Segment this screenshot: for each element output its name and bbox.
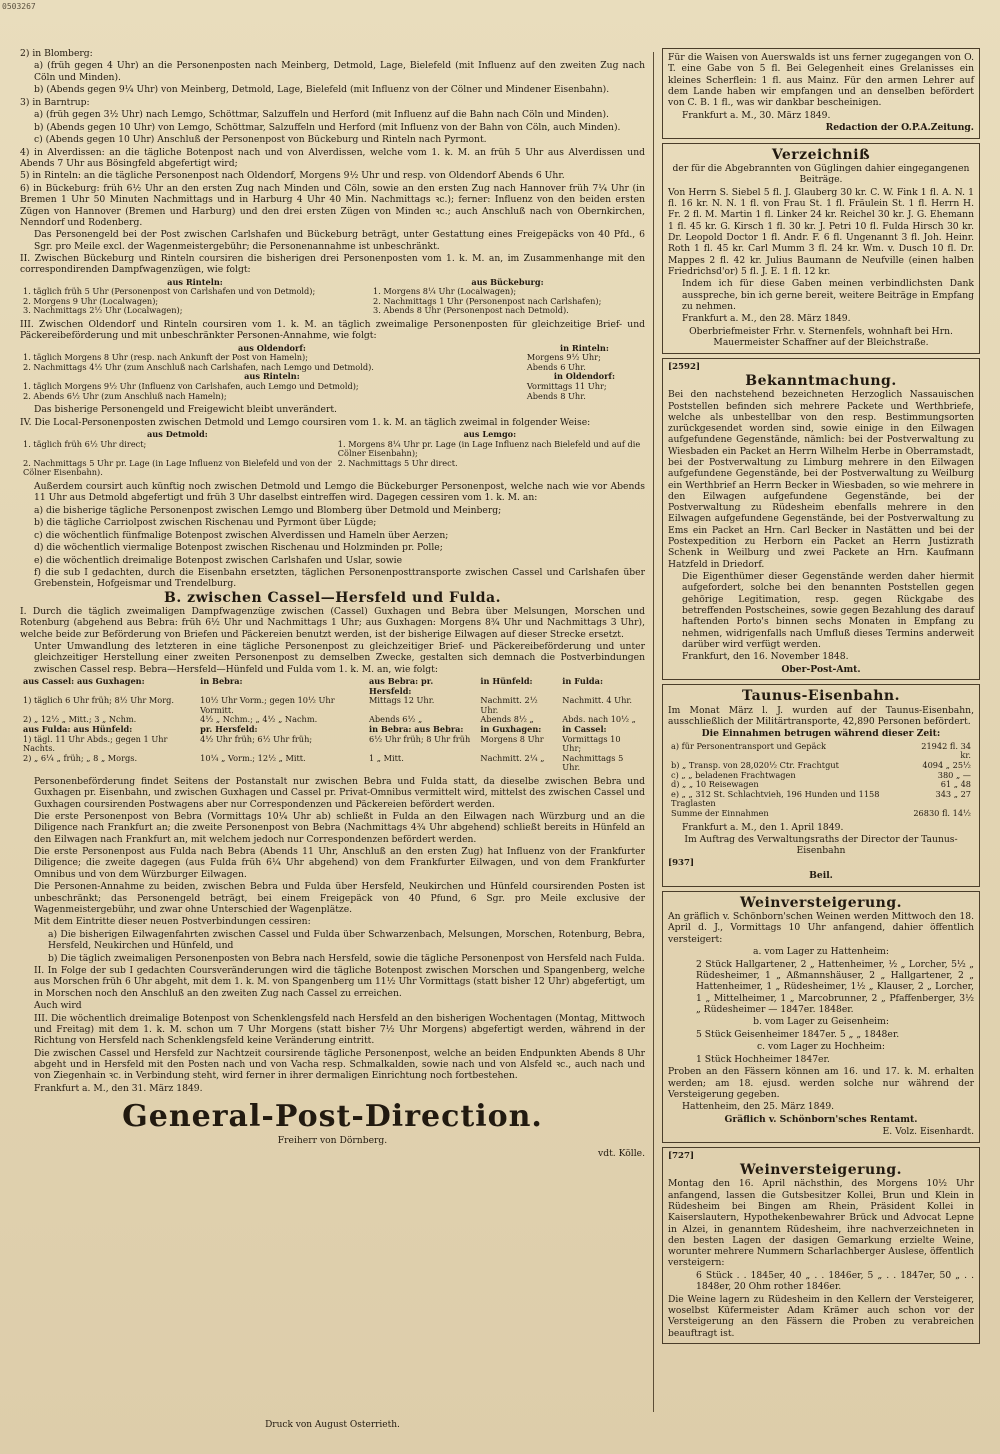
table-cell: 2. Nachmittags 4½ Uhr (zum Anschluß nach Carlshafen, nach Lemgo und Detmold). [23,361,374,372]
table-header: aus Cassel: aus Guxhagen: [23,676,145,687]
table-cell: 1 „ Mitt. [368,752,404,763]
notice-date: Frankfurt a. M., 30. März 1849. [682,109,831,121]
table-header: in Bebra: [200,676,243,687]
cessation-e: e) die wöchentlich dreimalige Botenpost zwischen Carlshafen und Uslar, sowie [34,554,403,566]
notice-signature: E. Volz. Eisenhardt. [882,1126,974,1138]
table-cell: 4½ Uhr früh; 6½ Uhr früh; [200,733,313,744]
table-cell: 1) tägl. 11 Uhr Abds.; gegen 1 Uhr Nachts. [23,733,168,754]
table-cell: Nachmitt. 4 Uhr. [562,695,632,706]
section-B-heading: B. zwischen Cassel—Hersfeld und Fulda. [164,589,501,606]
signature-general-post-direction: General-Post-Direction. [122,1099,543,1135]
notice-text: Die Eigenthümer dieser Gegenstände werden daher hiermit aufgefordert, solche bei den benannten Poststellen gegen gehörige Legitimation, resp. gegen Rückgabe des betreffenden Postscheines, sowie gegen Bezahlung des darauf haftenden Porto's binnen sechs Monaten in Empfang zu nehmen, widrigenfalls nach Umfluß dieses Termins anderweit darüber wird verfügt werden. [682,571,974,650]
personen-annahme-paragraph: Die Personen-Annahme zu beiden, zwischen Bebra und Fulda über Hersfeld, Neukirchen und Hünfeld coursirenden Posten ist unbeschränkt; das Personengeld beträgt, bei einem Freigepäck von 40 Pfund, 6 Sgr. pro Meile exclusive der Wagenmeistergebühr, und zwar ohne Unterschied der Wagenplätze. [34,881,645,915]
section-B-III: III. Die wöchentlich dreimalige Botenpost von Schenklengsfeld nach Hersfeld an den bisherigen Wochentagen (Montag, Mittwoch und Freitag) mit dem 1. k. M. schon um 7 Uhr Morgens (statt bisher 7½ Uhr Morgens) abgefertigt werden, während in der Richtung von Hersfeld nach Schenklengsfeld keine Veränderung eintritt. [34,1012,645,1047]
bebra-fulda-paragraph: Personenbeförderung findet Seitens der Postanstalt nur zwischen Bebra und Fulda statt, da dieselbe zwischen Bebra und Guxhagen pr. Eisenbahn, und zwischen Guxhagen und Cassel pr. Privat-Omnibus vermittelt wird, mittelst des zwischen Cassel und Guxhagen coursirenden Postwagens aber nur Correspondenzen und Päckereien befördert werden. [34,775,645,810]
table-cell: 2. Nachmittags 5 Uhr direct. [337,457,458,468]
table-cell: 61 „ 48 [940,779,971,790]
notice-signature: Redaction der O.P.A.Zeitung. [825,122,974,134]
table-header: aus Rinteln: [167,276,223,287]
table-cell: 1) täglich 6 Uhr früh; 8½ Uhr Morg. [23,695,174,706]
item-5-rinteln: 5) in Rinteln: an die tägliche Personenpost nach Oldendorf, Morgens 9½ Uhr und resp. von Oldendorf Abends 6 Uhr. [20,170,565,182]
section-III: III. Zwischen Oldendorf und Rinteln coursiren vom 1. k. M. an täglich zweimalige Personenposten für gleichzeitige Brief- und Päckereibeförderung und mit unbeschränkter Personen-Annahme, wie folgt: [20,319,645,342]
scan-identifier: 0503267 [2,2,36,11]
table-cell: 1. Morgens 8¼ Uhr (Localwagen); [372,286,517,297]
dateline: Frankfurt a. M., den 31. März 1849. [34,1082,203,1094]
table-header: in Bebra: aus Bebra: [368,724,464,735]
table-cell: 3. Nachmittags 2½ Uhr (Localwagen); [23,305,183,316]
notice-subheading: a. vom Lager zu Hattenheim: [753,946,889,958]
notice-text: Für die Waisen von Auerswalds ist uns ferner zugegangen von O. T. eine Gabe von 5 fl. Bei Gelegenheit eines Grelanisses ein kleines Scherflein: 1 fl. aus Mainz. Für den armen Lehrer auf dem Lande haben wir empfangen und an denselben befördert von C. B. 1 fl., was wir dankbar bescheinigen. [668,52,974,109]
table-cell: Mittags 12 Uhr. [368,695,435,706]
item-6-bueckeburg: 6) in Bückeburg: früh 6½ Uhr an den ersten Zug nach Minden und Cöln, sowie an den ersten Zug nach Hannover früh 7¼ Uhr (in Bremen 1 Uhr 50 Minuten Nachmittags und in Harburg 4 Uhr 40 Min. Nachmittags ꝛc.); ferner: Influenz von den beiden ersten Zügen von Hannover (Bremen und Harburg) und den drei ersten Zügen von Minden ꝛc.; auch Anschluß nach von Obernkirchen, Nenndorf und Rodenberg. [20,182,645,228]
cessation-a: a) die bisherige tägliche Personenpost zwischen Lemgo und Blomberg über Detmold und Meinberg; [34,504,502,516]
notice-subheading: Die Einnahmen betrugen während dieser Zeit: [701,728,941,740]
item-3-barntrup: 3) in Barntrup: [20,96,90,108]
auerswald-notice [662,48,980,139]
table-cell: d) „ „ 10 Reisewagen [671,779,759,790]
table-header: aus Detmold: [146,429,208,440]
notice-heading: Verzeichniß [771,146,871,163]
left-column [20,48,645,1160]
notice-number: [937] [668,857,695,868]
table-header: in Hünfeld: [480,676,533,687]
table-header: in Rinteln: [560,342,609,353]
notice-date: Frankfurt a. M., den 28. März 1849. [682,313,851,325]
table-cell: Nachmitt. 2¼ „ [480,752,545,763]
table-header: aus Oldendorf: [237,342,306,353]
table-header: in Guxhagen: [480,724,542,735]
table-cell: Abends 6½ „ [368,714,423,725]
section-B-II: II. In Folge der sub I gedachten Coursveränderungen wird die tägliche Botenpost zwischen Morschen und Spangenberg, welche aus Morschen früh 6 Uhr abgeht, mit dem 1. k. M. von Spangenberg um 11½ Uhr Vormittags (statt bisher 12 Uhr) abgefertigt, um in Morschen noch den Anschluß an den zweiten Zug nach Cassel zu erreichen. [34,965,645,999]
notice-text: Die Weine lagern zu Rüdesheim in den Kellern der Versteigerer, woselbst Küfermeister Adam Krämer auch schon vor der Versteigerung an den Fässern die Proben zu verabreichen beauftragt ist. [668,1293,974,1339]
table-cell: c) „ „ beladenen Frachtwagen [671,769,796,780]
weinversteigerung-notice-2 [662,1147,980,1344]
table-cell: Summe der Einnahmen [671,807,769,818]
table-cell: 1. täglich Morgens 9½ Uhr (Influenz von Carlshafen, auch Lemgo und Detmold); [23,381,359,392]
table-cell: Morgens 9½ Uhr; [526,352,601,363]
table-cell: 2. Nachmittags 5 Uhr pr. Lage (in Lage Influenz von Bielefeld und von der Cölner Eisenbahn). [23,457,332,478]
table-cell: Nachmitt. 2½ Uhr. [480,695,538,715]
table-cell: 2. Abends 6½ Uhr (zum Anschluß nach Hameln); [23,390,227,401]
notice-signature: Im Auftrag des Verwaltungsraths der Director der Taunus-Eisenbahn [684,834,958,857]
table-cell: e) „ „ 312 St. Schlachtvieh, 196 Hunden und 1158 Traglasten [671,788,880,809]
table-cell: b) „ Transp. von 28,020½ Ctr. Frachtgut [671,759,839,770]
table-header: aus Rinteln: [244,371,300,382]
notice-text: Indem ich für diese Gaben meinen verbindlichsten Dank ausspreche, bin ich gerne bereit, weitere Beiträge in Empfang zu nehmen. [682,278,974,312]
cessation-f: f) die sub I gedachten, durch die Eisenbahn ersetzten, täglichen Personenposttransporte zwischen Cassel und Carlshafen über Grebenstein, Hofgeismar und Trendelburg. [34,567,645,590]
notice-text: Bei den nachstehend bezeichneten Herzoglich Nassauischen Poststellen befinden sich mehrere Packete und Werthbriefe, welche als unbestellbar von den resp. Bestimmungsorten zurückgesendet worden sind, sowie einige in den Eilwagen aufgefundene Gegenstände, nämlich: bei der Postverwaltung zu Wiesbaden ein Packet an Herrn Wilhelm Herbe in Oberramstadt, bei der Postverwaltung zu Limburg mehrere in den Eilwagen aufgefundene Gegenstände, bei der Postverwaltung zu Weilburg ein Werthbrief an Herrn Becker in Wiesbaden, so wie mehrere in den Eilwagen aufgefundene Gegenstände, bei der Postverwaltung zu Rüdesheim ebenfalls mehrere in den Eilwagen aufgefundene Gegenstände, bei der Postverwaltung zu Ems ein Packet an Hrn. Carl Becker in Nastätten und bei der Postexpedition zu Herborn ein Packet an Herrn Justizrath Schenk in Weilburg und zwei Packete an Hrn. Kaufmann Hatzfeld in Driedorf. [668,389,974,570]
table-cell: 3. Abends 8 Uhr (Personenpost nach Detmold). [372,305,569,316]
table-cell: 1. täglich früh 6½ Uhr direct; [23,438,147,449]
table-cell: 2) „ 12½ „ Mitt.; 3 „ Nchm. [23,714,137,725]
notice-text: Proben an den Fässern können am 16. und 17. k. M. erhalten werden; am 18. ejusd. werden solche nur während der Versteigerung gegeben. [668,1066,974,1100]
notice-date: Frankfurt a. M., den 1. April 1849. [682,821,844,833]
notice-subheading: b. vom Lager zu Geisenheim: [753,1016,889,1028]
notice-date: Hattenheim, den 25. März 1849. [682,1101,835,1113]
cessation-intro: Mit dem Eintritte dieser neuen Postverbindungen cessiren: [34,916,311,928]
table-cell: Abends 8½ „ [480,714,534,725]
table-cell: Abends 8 Uhr. [526,390,586,401]
notice-number: [2592] [668,361,701,372]
item-4-alverdissen: 4) in Alverdissen: an die tägliche Botenpost nach und von Alverdissen, welche vom 1. k. M. an früh 5 Uhr aus Alverdissen und Abends 7 Uhr aus Bösingfeld abgefertigt wird; [20,146,645,169]
table-cell: 4094 „ 25½ [922,759,971,770]
table-cell: a) für Personentransport und Gepäck [671,740,826,751]
notice-number: [727] [668,1150,695,1161]
printer-imprint: Druck von August Osterrieth. [265,1420,400,1430]
table-cell: 1. Morgens 8¼ Uhr pr. Lage (in Lage Influenz nach Bielefeld und auf die Cölner Eisenbahn); [337,438,641,459]
cessation-item-b: b) Die täglich zweimaligen Personenposten von Bebra nach Hersfeld, sowie die tägliche Personenpost von Hersfeld nach Fulda. [48,952,645,964]
cassel-hersfeld-paragraph: Die zwischen Cassel und Hersfeld zur Nachtzeit coursirende tägliche Personenpost, welche an beiden Endpunkten Abends 8 Uhr abgeht und in Hersfeld mit den Posten nach und von Vacha resp. Schmalkalden, sowie nach und von Alsfeld ꝛc., auch nach und von Ziegenhain ꝛc. in Verbindung steht, wird ferner in ihrer dermaligen Einrichtung noch fortbestehen. [34,1047,645,1082]
table-cell: Vormittags 11 Uhr; [526,381,607,392]
item-2b: b) (Abends gegen 9¼ Uhr) von Meinberg, Detmold, Lage, Bielefeld (mit Influenz von der Cölner und Mindener Eisenbahn). [34,84,610,96]
column-divider [653,52,654,1412]
notice-signature: Beil. [809,870,833,882]
signature-name: Freiherr von Dörnberg. [277,1135,388,1147]
item-2a: a) (früh gegen 4 Uhr) an die Personenposten nach Meinberg, Detmold, Lage, Bielefeld (mit Influenz auf den zweiten Zug nach Cöln und Minden). [34,60,645,83]
notice-heading: Bekanntmachung. [745,372,897,389]
detmold-lemgo-table [20,430,645,478]
oldendorf-rinteln-table [20,344,645,402]
table-cell: 10¼ „ Vorm.; 12½ „ Mitt. [200,752,306,763]
table-header: in Cassel: [562,724,607,735]
notice-signature: Gräflich v. Schönborn'sches Rentamt. [724,1113,918,1125]
notice-text: An gräflich v. Schönborn'schen Weinen werden Mittwoch den 18. April d. J., Vormittags 10 Uhr anfangend, dahier öffentlich versteigert: [668,911,974,945]
notice-text: Von Herrn S. Siebel 5 fl. J. Glauberg 30 kr. C. W. Fink 1 fl. A. N. 1 fl. 16 kr. N. N. 1 fl. von Frau St. 1 fl. Fräulein St. 1 fl. Herrn H. Fr. 2 fl. M. Martin 1 fl. Linker 24 kr. Reichel 30 kr. J. G. Ehemann 1 fl. 45 kr. G. Kirsch 1 fl. 30 kr. J. Petri 10 fl. Fulda Hirsch 30 kr. Dr. Leopold Doctor 1 fl. Andr. F. 6 fl. Ungenannt 3 fl. Joh. Heinr. Roth 1 fl. 45 kr. Carl Mumm 3 fl. 24 kr. Wm. v. Dusch 10 fl. Dr. Mappes 2 fl. 42 kr. Julius Baumann de Neufville (einen halben Friedrichsd'or) 5 fl. J. E. 1 fl. 12 kr. [668,186,974,277]
notice-heading: Weinversteigerung. [739,894,903,911]
bekanntmachung-notice [662,358,980,681]
table-cell: 2) „ 6¼ „ früh; „ 8 „ Morgs. [23,752,138,763]
item-3a: a) (früh gegen 3½ Uhr) nach Lemgo, Schöttmar, Salzuffeln und Herford (mit Influenz auf die Bahn nach Cöln und Minden). [34,109,609,121]
table-header: aus Lemgo: [463,429,517,440]
personengeld-note: Das bisherige Personengeld und Freigewicht bleibt unverändert. [34,404,337,416]
ausserdem-paragraph: Außerdem coursirt auch künftig noch zwischen Detmold und Lemgo die Bückeburger Personenpost, welche nach wie vor Abends 11 Uhr aus Detmold abgefertigt und früh 3 Uhr daselbst eintreffen wird. Dagegen cessiren vom 1. k. M. an: [34,480,645,504]
section-B-I: I. Durch die täglich zweimaligen Dampfwagenzüge zwischen (Cassel) Guxhagen und Bebra über Melsungen, Morschen und Rotenburg (abgehend aus Bebra: früh 6½ Uhr und Nachmittags 1 Uhr; aus Guxhagen: Morgens 8¾ Uhr und Nachmittags 3 Uhr), welche beide zur Beförderung von Briefen und Päckereien benutzt werden, ist der bisherige Eilwagen auf dieser Strecke ersetzt. [20,606,645,640]
notice-text: Montag den 16. April nächsthin, des Morgens 10½ Uhr anfangend, lassen die Gutsbesitzer Kollei, Brun und Klein in Rüdesheim bei Bingen am Rhein, Präsident Kollei in Kaiserslautern, Hypothekenbewahrer Brück und Advocat Lepne in Alzei, in genanntem Rüdesheim, ihre nachverzeichneten in den besten Lagen der dasigen Gemarkung erzielte Weine, worunter mehrere Nummern Scharlachberger Auslese, öffentlich versteigern: [668,1178,974,1269]
table-cell: Nachmittags 5 Uhr. [562,752,624,773]
section-II: II. Zwischen Bückeburg und Rinteln coursiren die bisherigen drei Personenposten vom 1. k. M. an, im Zusammenhange mit den correspondirenden Dampfwagenzügen, wie folgt: [20,253,645,276]
table-cell: 1. täglich früh 5 Uhr (Personenpost von Carlshafen und von Detmold); [23,286,316,297]
notice-heading: Weinversteigerung. [739,1162,903,1179]
auch-wird: Auch wird [34,1000,82,1012]
table-cell: 10½ Uhr Vorm.; gegen 10½ Uhr Vormitt. [200,695,335,715]
notice-signature: Ober-Post-Amt. [781,663,861,675]
table-cell: Abends 6 Uhr. [526,361,586,372]
table-cell: 4½ „ Nchm.; „ 4½ „ Nachm. [200,714,318,725]
wine-list: 2 Stück Hallgartener, 2 „ Hattenheimer, ½ „ Lorcher, 5½ „ Rüdesheimer, 1 „ Aßmannshäuser, 2 „ Hallgartener, 2 „ Hattenheimer, 1 „ Rüdesheimer, 1½ „ Klauser, 2 „ Lorcher, 1 „ Mittelheimer, 1 „ Marcobrunner, 2 „ Pfaffenberger, 3½ „ Rüdesheimer — 1847er. 1848er. [696,958,974,1015]
table-header: pr. Hersfeld: [200,724,258,735]
table-cell: 6½ Uhr früh; 8 Uhr früh [368,733,471,744]
table-header: aus Bebra: pr. Hersfeld: [368,676,434,696]
wine-list: 5 Stück Geisenheimer 1847er. 5 „ „ 1848er. [696,1028,900,1040]
personengeld-paragraph: Das Personengeld bei der Post zwischen Carlshafen und Bückeburg beträgt, unter Gestattung eines Freigepäcks von 40 Pfd., 6 Sgr. pro Meile excl. der Wagenmeistergebühr; die Personenannahme ist unbeschränkt. [34,229,645,252]
table-cell: 2. Morgens 9 Uhr (Localwagen); [23,295,159,306]
section-IV: IV. Die Local-Personenposten zwischen Detmold und Lemgo coursiren vom 1. k. M. an täglich zweimal in folgender Weise: [20,416,591,428]
signature-countersign: vdt. Kölle. [598,1147,645,1159]
table-cell: 26830 fl. 14½ [913,807,971,818]
einnahmen-table [668,742,974,819]
verzeichnis-notice [662,143,980,354]
section-B-unter: Unter Umwandlung des letzteren in eine tägliche Personenpost zu gleichzeitiger Brief- und Päckereibeförderung und unter gleichzeitiger Herstellung einer zweiten Personenpost zu demselben Zwecke, gestalten sich demnach die Postverbindungen zwischen Cassel resp. Bebra—Hersfeld—Hünfeld und Fulda vom 1. k. M. an, wie folgt: [34,641,645,675]
right-column [662,48,980,1348]
fulda-bebra-paragraph: Die erste Personenpost aus Fulda nach Bebra (Abends 11 Uhr, Anschluß an den ersten Zug) hat Influenz von der Frankfurter Diligence; die zweite dagegen (aus Fulda früh 6¼ Uhr abgehend) von dem Frankfurter Eilwagen, und von dem Frankfurter Omnibus und von dem Würzburger Eilwagen. [34,846,645,880]
item-3c: c) (Abends gegen 10 Uhr) Anschluß der Personenpost von Bückeburg und Rinteln nach Pyrmont. [34,134,487,146]
table-cell: Abds. nach 10½ „ [562,714,636,725]
table-cell: 343 „ 27 [935,788,971,799]
table-cell: 2. Nachmittags 1 Uhr (Personenpost nach Carlshafen); [372,295,602,306]
table-header: aus Bückeburg: [471,276,544,287]
item-2-blomberg: 2) in Blomberg: [20,48,93,59]
erste-personenpost-paragraph: Die erste Personenpost von Bebra (Vormittags 10¼ Uhr ab) schließt in Fulda an den Eilwagen nach Würzburg und an die Diligence nach Frankfurt an; die zweite Personenpost von Bebra (Nachmittags 4¾ Uhr abgehend) schließt bereits in Hünfeld an den Eilwagen nach Frankfurt an, mit welchem jedoch nur Correspondenzen befördert werden. [34,811,645,845]
cessation-b: b) die tägliche Carriolpost zwischen Rischenau und Pyrmont über Lügde; [34,517,377,529]
cassel-fulda-timetable [20,677,645,773]
table-cell: 21942 fl. 34 kr. [921,740,971,761]
cessation-item-a: a) Die bisherigen Eilwagenfahrten zwischen Cassel und Fulda über Schwarzenbach, Melsungen, Morschen, Rotenburg, Bebra, Hersfeld, Neukirchen und Hünfeld, und [48,928,645,952]
table-cell: Morgens 8 Uhr [480,733,544,744]
notice-text: Im Monat März l. J. wurden auf der Taunus-Eisenbahn, ausschließlich der Militärtransporte, 42,890 Personen befördert. [668,704,974,727]
cessation-d: d) die wöchentlich viermalige Botenpost zwischen Rischenau und Holzminden pr. Polle; [34,542,443,554]
table-cell: 380 „ — [937,769,971,780]
notice-subheading: c. vom Lager zu Hochheim: [757,1041,885,1053]
notice-heading: Taunus-Eisenbahn. [742,688,900,705]
cessation-c: c) die wöchentlich fünfmalige Botenpost zwischen Alverdissen und Hameln über Aerzen; [34,529,449,541]
table-header: in Oldendorf: [553,371,615,382]
item-3b: b) (Abends gegen 10 Uhr) von Lemgo, Schöttmar, Salzuffeln und Herford (mit Influenz von der Bahn von Cöln, auch Minden). [34,121,621,133]
notice-signature: Oberbriefmeister Frhr. v. Sternenfels, wohnhaft bei Hrn. Mauermeister Schaffner auf der Bleichstraße. [689,325,953,349]
weinversteigerung-notice-1 [662,891,980,1143]
wine-list: 1 Stück Hochheimer 1847er. [696,1053,830,1065]
notice-date: Frankfurt, den 16. November 1848. [682,651,849,663]
table-header: aus Fulda: aus Hünfeld: [23,724,133,735]
notice-subheading: der für die Abgebrannten von Güglingen dahier eingegangenen Beiträge. [672,162,970,186]
table-cell: 1. täglich Morgens 8 Uhr (resp. nach Ankunft der Post von Hameln); [23,352,308,363]
taunus-eisenbahn-notice [662,684,980,886]
table-header: in Fulda: [562,676,603,687]
table-cell: Vormittags 10 Uhr; [562,733,621,754]
wine-list: 6 Stück . . 1845er, 40 „ . . 1846er, 5 „ . . 1847er, 50 „ . . 1848er, 20 Ohm rother 1846er. [696,1269,974,1293]
rinteln-bueckeburg-table [20,278,645,316]
